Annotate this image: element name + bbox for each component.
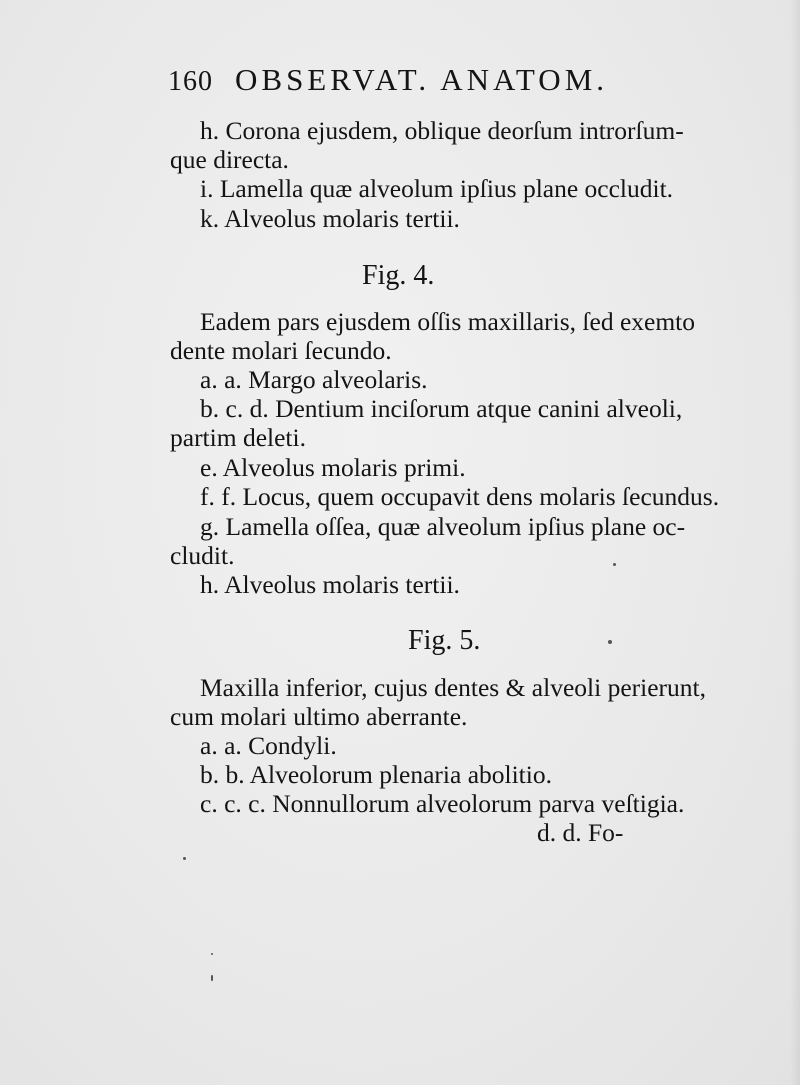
page-edge-shadow (790, 0, 800, 1085)
text-line-aa-condyli: a. a. Condyli. (200, 731, 337, 760)
running-title: OBSERVAT. ANATOM. (235, 62, 609, 97)
text-line-ccc-nonnullorum: c. c. c. Nonnullorum alveolorum parva veſtigia. (200, 789, 685, 818)
ink-speck (211, 975, 213, 981)
text-line-e-alveolus: e. Alveolus molaris primi. (200, 453, 466, 482)
text-line-h-corona: h. Corona ejusdem, oblique deorſum introrſum- (200, 116, 684, 145)
ink-speck (608, 640, 612, 644)
text-line-ff-locus: f. f. Locus, quem occupavit dens molaris ſecundus. (200, 482, 720, 511)
running-header (168, 62, 608, 98)
text-line-partim-deleti: partim deleti. (170, 423, 306, 452)
text-line-dente-molari: dente molari ſecundo. (170, 336, 392, 365)
text-line-bcd-dentium: b. c. d. Dentium inciſorum atque canini alveoli, (200, 394, 683, 423)
figure-heading-5: Fig. 5. (408, 625, 481, 656)
page-number: 160 (168, 66, 213, 97)
text-line-cum-molari: cum molari ultimo aberrante. (170, 702, 468, 731)
catchword: d. d. Fo- (537, 818, 624, 847)
text-line-g-lamella: g. Lamella oſſea, quæ alveolum ipſius plane oc- (200, 512, 686, 541)
text-line-a-margo: a. a. Margo alveolaris. (200, 365, 428, 394)
text-line-bb-alveolorum: b. b. Alveolorum plenaria abolitio. (200, 760, 552, 789)
text-line-que-directa: que directa. (170, 145, 289, 174)
text-line-eadem-pars: Eadem pars ejusdem oſſis maxillaris, ſed exemto (200, 307, 695, 336)
text-line-maxilla-inferior: Maxilla inferior, cujus dentes & alveoli perierunt, (200, 673, 706, 702)
text-line-h-alveolus: h. Alveolus molaris tertii. (200, 570, 460, 599)
text-line-k-alveolus: k. Alveolus molaris tertii. (200, 204, 460, 233)
ink-speck (211, 953, 213, 955)
ink-speck (613, 563, 616, 566)
figure-heading-4: Fig. 4. (362, 260, 435, 291)
text-line-i-lamella: i. Lamella quæ alveolum ipſius plane occludit. (200, 174, 674, 203)
text-line-cludit: cludit. (170, 541, 235, 570)
ink-speck (183, 857, 186, 860)
